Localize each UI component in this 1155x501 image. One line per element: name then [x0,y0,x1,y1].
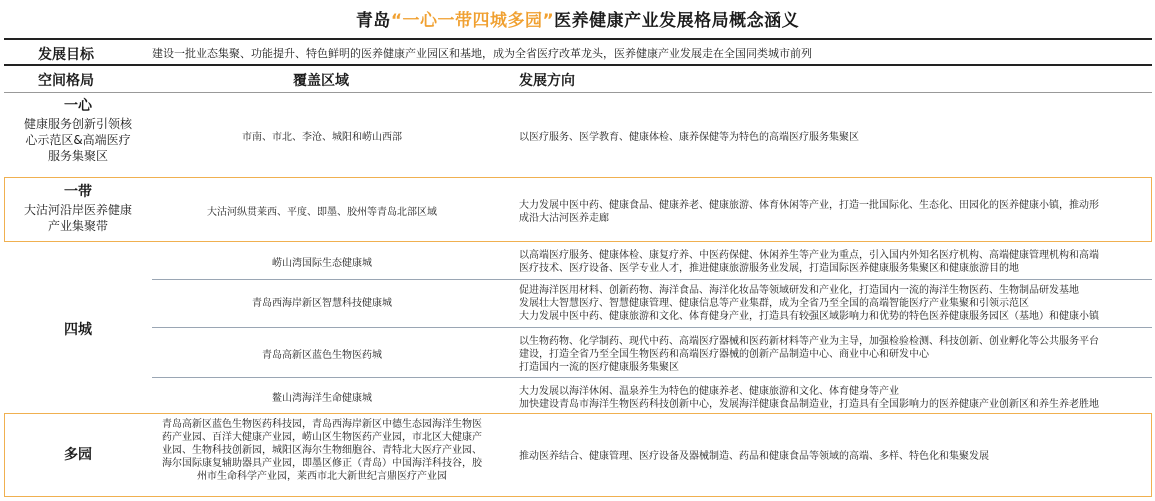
city-direction-line: 以高端医疗服务、健康体检、康复疗养、中医药保健、休闲养生等产业为重点，引入国内外知名医疗机构、高端健康管理机构和高端 [519,250,1099,261]
multi-parks-name: 多园 [64,447,92,463]
one-belt-desc: 产业集聚带 [47,219,108,233]
header-coverage: 覆盖区域 [293,73,349,89]
one-heart-desc: 服务集聚区 [47,149,108,163]
multi-parks-coverage-line: 青岛高新区蓝色生物医药科技园，青岛西海岸新区中德生态园海洋生物医 [162,419,482,430]
city-direction-line: 促进海洋医用材料、创新药物、海洋食品、海洋化妆品等领域研发和产业化，打造国内一流的海洋生物医药、生物制品研发基地 [519,285,1079,296]
city-direction [519,284,1147,323]
city-direction [519,249,1147,275]
one-heart-desc: 健康服务创新引领核 [23,117,132,131]
page-title [0,6,1155,31]
city-direction-line: 医疗技术、医疗设备、医学专业人才，推进健康旅游服务业发展，打造国际医养健康服务集聚区和健康旅游目的地 [519,263,1019,274]
one-belt-cell [4,183,152,234]
city-direction-line: 大力发展以海洋休闲、温泉养生为特色的健康养老、健康旅游和文化、体育健身等产业 [519,386,899,397]
one-heart-desc: 心示范区&高端医疗 [25,133,131,147]
header-layout: 空间格局 [38,73,94,89]
title-highlight: “一心一带四城多园” [390,11,555,31]
multi-parks-coverage [152,418,492,483]
one-belt-name: 一带 [64,184,92,200]
city-direction [519,385,1147,411]
one-belt-coverage: 大沽河纵贯莱西、平度、即墨、胶州等青岛北部区域 [207,207,437,218]
city-direction-line: 发展壮大智慧医疗、智慧健康管理、健康信息等产业集群，成为全省乃至全国的高端智能医疗产业集聚和引领示范区 [519,298,1029,309]
goal-rule [4,64,1152,66]
goal-text: 建设一批业态集聚、功能提升、特色鲜明的医养健康产业园区和基地，成为全省医疗改革龙头，医养健康产业发展走在全国同类城市前列 [152,47,812,60]
multi-parks-coverage-line: 业园、生物科技创新园，城阳区海尔生物细胞谷、青特北大医疗产业园、 [162,445,482,456]
city-coverage: 青岛高新区蓝色生物医药城 [262,350,382,361]
goal-label: 发展目标 [38,47,94,63]
city-direction-line: 打造国内一流的医疗健康服务集聚区 [519,362,679,373]
city-direction-line: 加快建设青岛市海洋生物医药科技创新中心，发展海洋健康食品制造业，打造具有全国影响力的医养健康产业创新区和养生养老胜地 [519,399,1099,410]
multi-parks-direction: 推动医养结合、健康管理、医疗设备及器械制造、药品和健康食品等领域的高端、多样、特色化和集聚发展 [519,451,989,462]
city-divider [152,327,1152,328]
one-belt-direction-line: 成沿大沽河医养走廊 [519,213,609,224]
top-rule [4,38,1152,40]
title-prefix: 青岛 [355,11,391,31]
city-direction [519,335,1147,374]
four-cities-name: 四城 [64,322,92,338]
title-suffix: 医养健康产业发展格局概念涵义 [554,11,800,31]
city-divider [152,279,1152,280]
header-rule [4,92,1152,93]
one-belt-desc: 大沽河沿岸医养健康 [23,203,132,217]
one-heart-cell [4,97,152,164]
multi-parks-coverage-line: 州市生命科学产业园，莱西市北大新世纪言鼎医疗产业园 [197,471,447,482]
city-coverage: 鳌山湾海洋生命健康城 [272,393,372,404]
city-coverage: 青岛西海岸新区智慧科技健康城 [252,298,392,309]
city-direction-line: 以生物药物、化学制药、现代中药、高端医疗器械和医药新材料等产业为主导，加强检验检测、科技创新、创业孵化等公共服务平台 [519,336,1099,347]
one-belt-direction-line: 大力发展中医中药、健康食品、健康养老、健康旅游、体育休闲等产业，打造一批国际化、生态化、田园化的医养健康小镇，推动形 [519,200,1099,211]
multi-parks-coverage-line: 药产业园、百洋大健康产业园，崂山区生物医药产业园，市北区大健康产 [162,432,482,443]
city-direction-line: 大力发展中医中药、健康旅游和文化、体育健身产业，打造具有较强区域影响力和优势的特色医养健康服务园区（基地）和健康小镇 [519,311,1099,322]
one-heart-direction: 以医疗服务、医学教育、健康体检、康养保健等为特色的高端医疗服务集聚区 [519,132,859,143]
one-belt-direction [519,199,1147,225]
header-direction: 发展方向 [519,73,575,89]
one-heart-coverage: 市南、市北、李沧、城阳和崂山西部 [242,132,402,143]
city-divider [152,377,1152,378]
one-heart-name: 一心 [64,98,92,114]
multi-parks-coverage-line: 海尔国际康复辅助器具产业园，即墨区修正（青岛）中国海洋科技谷，胶 [162,458,482,469]
city-coverage: 崂山湾国际生态健康城 [272,258,372,269]
city-direction-line: 建设，打造全省乃至全国生物医药和高端医疗器械的创新产品制造中心、商业中心和研发中心 [519,349,929,360]
